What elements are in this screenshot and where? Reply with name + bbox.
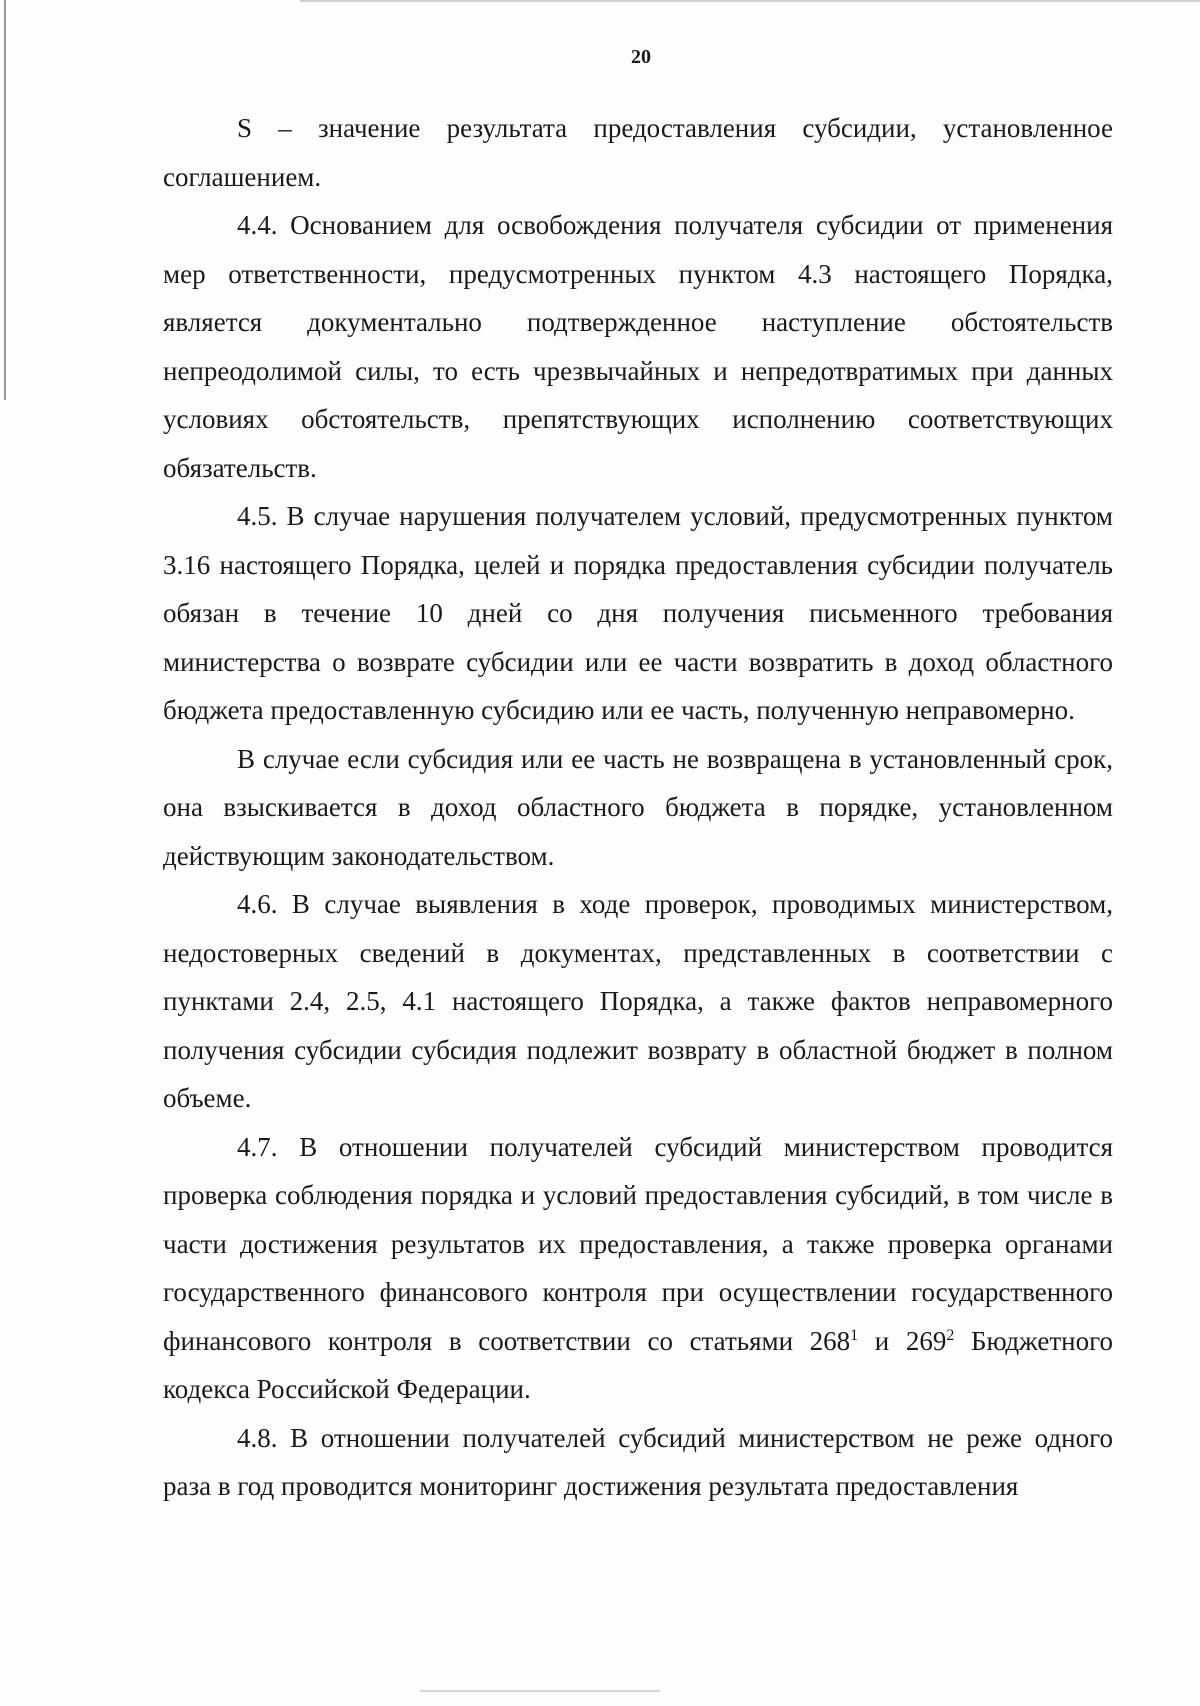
scan-top-edge (300, 0, 1200, 2)
superscript-1: 1 (850, 1326, 859, 1344)
document-body (163, 104, 1113, 1511)
paragraph-s-definition: S – значение результата предоставления субсидии, установленное соглашением. (163, 113, 1113, 192)
scan-bottom-artifact (420, 1690, 660, 1692)
paragraph-4-8: 4.8. В отношении получателей субсидий министерством не реже одного раза в год проводится мониторинг достижения результата предоставления (163, 1422, 1113, 1501)
paragraph-4-7-text-middle: и 269 (858, 1325, 947, 1356)
paragraph-4-5-continued: В случае если субсидия или ее часть не возвращена в установленный срок, она взыскивается в доход областного бюджета в порядке, установленном действующим законодательством. (163, 743, 1113, 871)
paragraph-4-6: 4.6. В случае выявления в ходе проверок, проводимых министерством, недостоверных сведений в документах, представленных в соответствии с пунктами 2.4, 2.5, 4.1 настоящего Порядка, а также фактов неправомерного получения субсидии субсидия подлежит возврату в областной бюджет в полном объеме. (163, 889, 1113, 1113)
superscript-2: 2 (946, 1326, 955, 1344)
paragraph-4-7-text-before: 4.7. В отношении получателей субсидий министерством проводится проверка соблюдения порядка и условий предоставления субсидий, в том числе в части достижения результатов их предоставления, а также проверка органами государственного финансового контроля при осуществлении государственного финансового контроля в соответствии со статьями 268 (163, 1131, 1113, 1356)
paragraph-4-5: 4.5. В случае нарушения получателем условий, предусмотренных пунктом 3.16 настоящего Порядка, целей и порядка предоставления субсидии получатель обязан в течение 10 дней со дня получения письменного требования министерства о возврате субсидии или ее части возвратить в доход областного бюджета предоставленную субсидию или ее часть, полученную неправомерно. (163, 501, 1113, 725)
page-number: 20 (631, 46, 651, 68)
paragraph-4-7 (163, 1123, 1113, 1414)
paragraph-4-7-text-after: Бюджетного кодекса Российской Федерации. (163, 1325, 1113, 1404)
paragraph-4-4: 4.4. Основанием для освобождения получателя субсидии от применения мер ответственности, предусмотренных пунктом 4.3 настоящего Порядка, является документально подтвержденное наступление обстоятельств непреодолимой силы, то есть чрезвычайных и непредотвратимых при данных условиях обстоятельств, препятствующих исполнению соответствующих обязательств. (163, 210, 1113, 483)
